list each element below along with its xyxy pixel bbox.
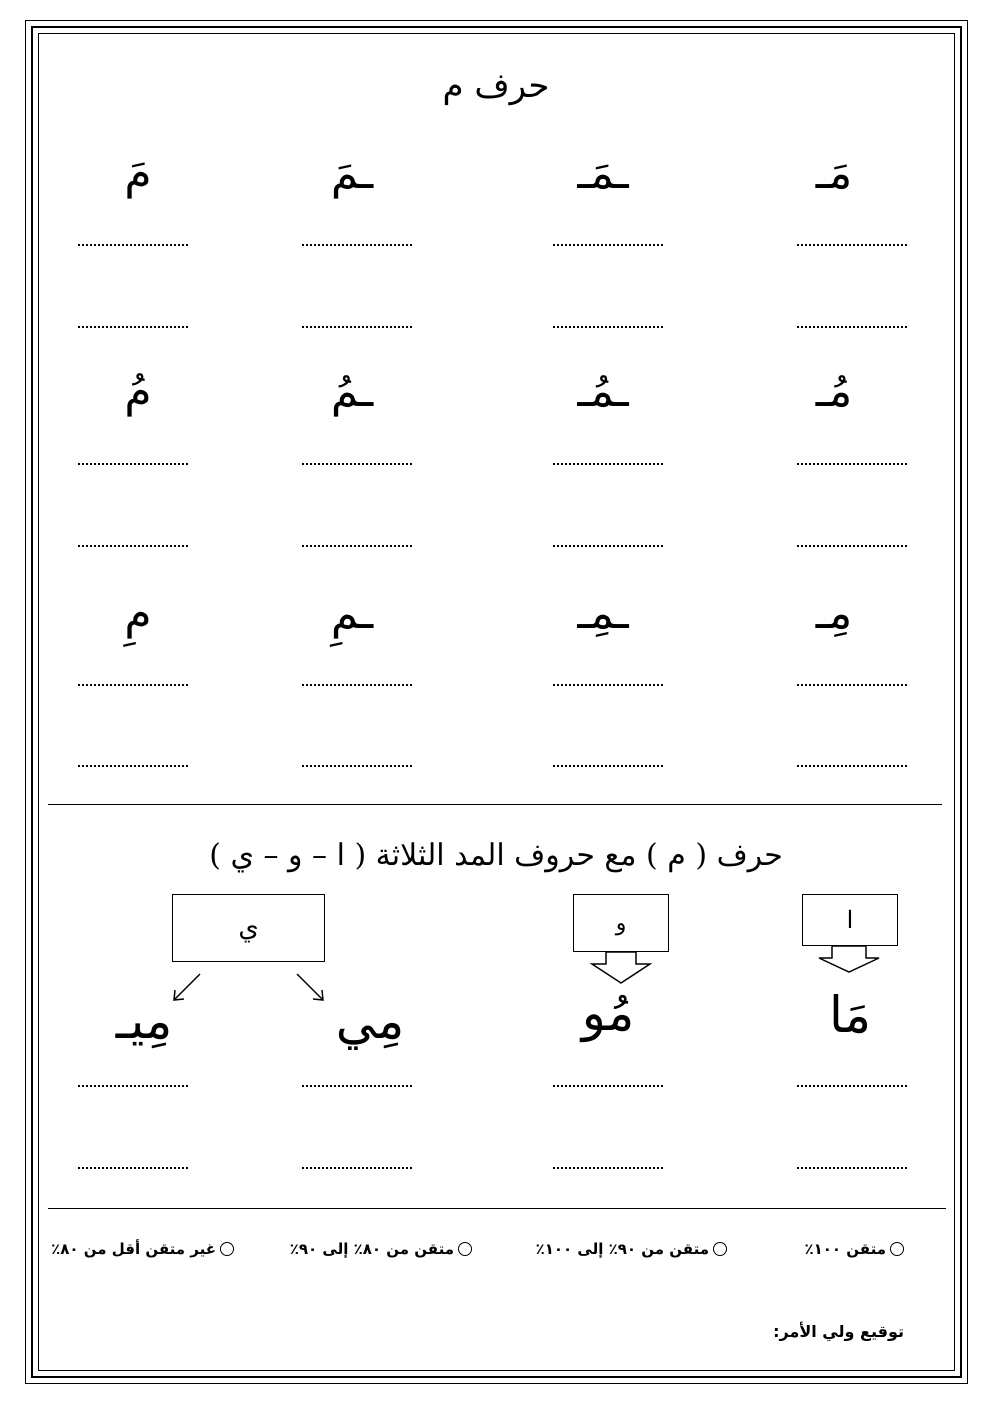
section2-title: حرف ( م ) مع حروف المد الثلاثة ( ا – و – ي ) xyxy=(209,838,783,873)
letter-m-kasra-initial: مِـ xyxy=(815,588,853,639)
box-ya: ي xyxy=(172,894,325,962)
radio-icon[interactable] xyxy=(458,1242,472,1256)
letter-m-damma-initial: مُـ xyxy=(815,366,853,417)
radio-icon[interactable] xyxy=(713,1242,727,1256)
letter-m-damma-final: ـمُ xyxy=(330,366,374,417)
word-mi: مِي xyxy=(335,992,405,1050)
letter-m-fatha-final: ـمَ xyxy=(330,148,374,199)
page-title: حرف م xyxy=(442,66,550,106)
radio-icon[interactable] xyxy=(890,1242,904,1256)
parent-signature-label: توقيع ولي الأمر: xyxy=(773,1322,904,1341)
radio-icon[interactable] xyxy=(220,1242,234,1256)
letter-m-fatha-initial: مَـ xyxy=(815,148,853,199)
eval-option-not-mastered[interactable]: غير متقن أقل من ٨٠٪ xyxy=(51,1240,234,1258)
letter-m-kasra-medial: ـمِـ xyxy=(577,588,629,639)
box-waw: و xyxy=(573,894,669,952)
letter-m-damma-isolated: مُ xyxy=(124,366,152,417)
letter-m-kasra-isolated: مِ xyxy=(124,588,152,639)
letter-m-fatha-isolated: مَ xyxy=(124,148,152,199)
eval-option-mastered-80-90[interactable]: متقن من ٨٠٪ إلى ٩٠٪ xyxy=(290,1240,472,1258)
eval-option-mastered-90-100[interactable]: متقن من ٩٠٪ إلى ١٠٠٪ xyxy=(536,1240,727,1258)
eval-option-mastered-100[interactable]: متقن ١٠٠٪ xyxy=(804,1240,904,1258)
word-mi-initial: مِيـ xyxy=(115,992,173,1050)
letter-m-kasra-final: ـمِ xyxy=(330,588,374,639)
box-alif: ا xyxy=(802,894,898,946)
evaluation-divider xyxy=(48,1208,946,1209)
word-ma: مَا xyxy=(828,986,872,1044)
letter-m-fatha-medial: ـمَـ xyxy=(577,148,629,199)
word-mu: مُو xyxy=(581,984,635,1042)
letter-m-damma-medial: ـمُـ xyxy=(577,366,629,417)
